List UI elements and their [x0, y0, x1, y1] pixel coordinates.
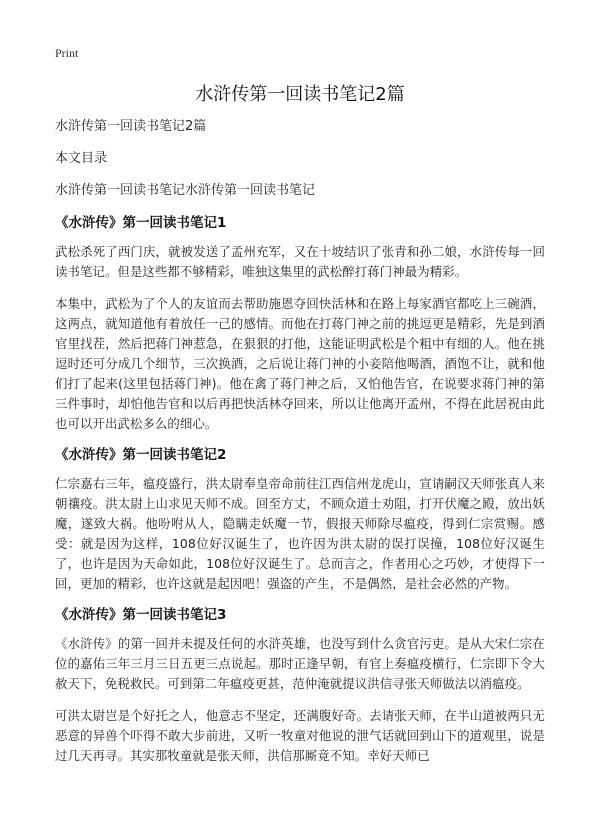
document-body	[55, 118, 545, 778]
section-heading: 《水浒传》第一回读书笔记1	[55, 215, 227, 231]
table-of-contents-label: 本文目录	[55, 151, 108, 166]
section-paragraph: 《水浒传》的第一回并未提及任何的水浒英雄，也没写到什么贪官污吏。是从大宋仁宗在位的嘉佑三年三月三日五更三点说起。那时正逢早朝，有官上奏瘟疫横行，仁宗即下令大赦天下，免税救民。可到第二年瘟疫更甚，范仲淹就提议洪信寻张天师做法以消瘟疫。	[55, 636, 545, 691]
section-paragraph: 武松杀死了西门庆，就被发送了孟州充军，又在十坡结识了张青和孙二娘，水浒传每一回读书笔记。但是这些都不够精彩，唯独这集里的武松醉打蒋门神最为精彩。	[55, 244, 545, 279]
section-paragraph: 本集中，武松为了个人的友谊而去帮助施恩夺回快活林和在路上每家酒官都吃上三碗酒，这两点，就知道他有着放任一己的感情。而他在打蒋门神之前的挑逗更是精彩，先是到酒官里找茬，然后把蒋门神惹急，在狠狠的打他，这能证明武松是个粗中有细的人。他在挑逗时还可分成几个细节，三次换酒，之后说让蒋门神的小妾陪他喝酒，酒饱不让，就和他们打了起来(这里包括蒋门神)。他在禽了蒋门神之后，又怕他告官，在说要求蒋门神的第三件事时，却怕他告官和以后再把快活林夺回来，所以让他离开孟州，不得在此居祝由此也可以开出武松多么的细心。	[55, 296, 545, 431]
section-paragraph: 可洪太尉岂是个好托之人，他意志不坚定，还满腹好奇。去请张天师，在半山道被两只无恶意的异兽个吓得不敢大步前进，又听一牧童对他说的泄气话就回到山下的道观里，说是过几天再寻。其实那牧童就是张天师，洪信那厮竟不知。幸好天师已	[55, 708, 545, 763]
section-paragraph: 仁宗嘉右三年，瘟疫盛行，洪太尉奉皇帝命前往江西信州龙虎山，宣请嗣汉天师张真人来朝禳疫。洪太尉上山求见天师不成。回至方丈，不顾众道士劝阻，打开伏魔之殿，放出妖魔，遂致大祸。他吩咐从人，隐瞒走妖魔一节，假报天师除尽瘟疫，得到仁宗赏赐。感受：就是因为这样，108位好汉诞生了，也许因为洪太尉的误打误撞，108位好汉诞生了，也许是因为天命如此，108位好汉诞生了。总而言之，作者用心之巧妙，才使得下一回，更加的精彩，也许这就是起因吧！强盗的产生，不是偶然，是社会必然的产物。	[55, 476, 545, 591]
section-heading: 《水浒传》第一回读书笔记2	[55, 447, 227, 463]
section-heading: 《水浒传》第一回读书笔记3	[55, 607, 227, 623]
page-title: 水浒传第一回读书笔记2篇	[195, 84, 405, 105]
print-link[interactable]: Print	[55, 46, 79, 60]
table-of-contents-entry[interactable]: 水浒传第一回读书笔记水浒传第一回读书笔记	[55, 183, 316, 198]
section-2	[55, 446, 545, 594]
document-subtitle: 水浒传第一回读书笔记2篇	[55, 119, 207, 134]
section-3	[55, 606, 545, 766]
section-1	[55, 214, 545, 434]
